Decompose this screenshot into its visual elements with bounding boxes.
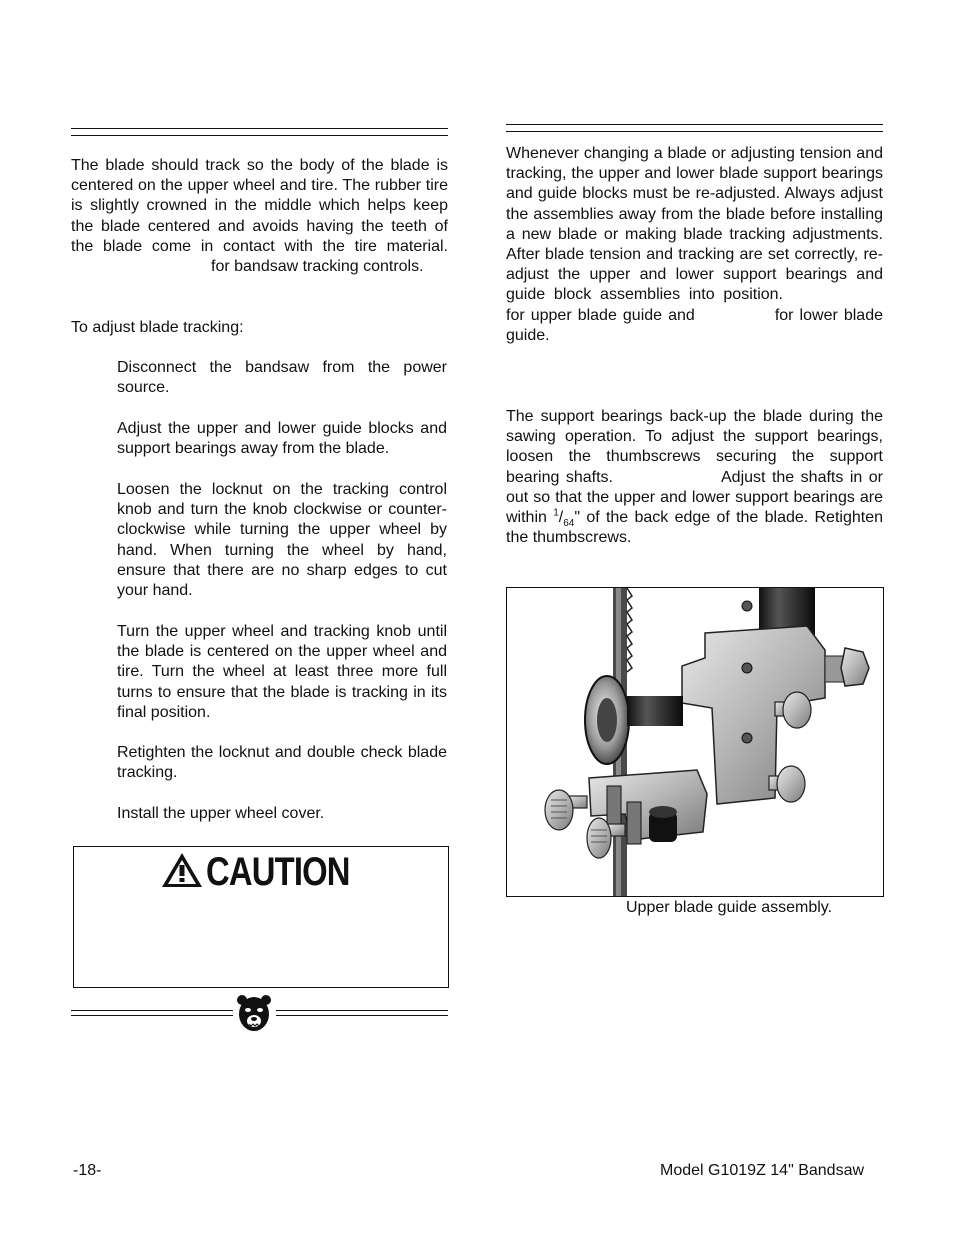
tracking-intro xyxy=(71,156,448,277)
tracking-lead-in: To adjust blade tracking: xyxy=(71,319,244,336)
page-number: -18- xyxy=(73,1162,102,1179)
caution-label: CAUTION xyxy=(206,850,350,894)
section-divider-left xyxy=(71,1010,233,1016)
step-1: Disconnect the bandsaw from the power source. xyxy=(117,359,447,397)
step-6: Install the upper wheel cover. xyxy=(117,805,325,822)
support-bearings-paragraph: The support bearings back-up the blade during the sawing operation. To adjust the support bearings, loosen the thumbscrews securing the support bearing shafts. Adjust the shafts in or out so that the upper and lower support bearings are within $^1/_{64}$" of the back edge of the blade. Retighten the thumbscrews. xyxy=(506,408,884,547)
step-5: Retighten the locknut and double check blade tracking. xyxy=(117,744,447,782)
figure-caption: Upper blade guide assembly. xyxy=(626,899,833,916)
step-3: Loosen the locknut on the tracking control knob and turn the knob clockwise or counter-clockwise while turning the upper wheel by hand. When turning the wheel by hand, ensure that there are no sharp edges to cut your hand. xyxy=(117,481,447,600)
right-section-rule xyxy=(506,124,883,132)
support-adjust-text: Whenever changing a blade or adjusting tension and tracking, the upper and lower blade support bearings and guide blocks must be re-adjusted. Always adjust the assemblies away from the blade before installing a new blade or making blade tracking adjustments. After blade tension and tracking are set correctly, re-adjust the upper and lower support bearings and guide block assemblies into position. xyxy=(506,145,883,304)
bear-logo-icon xyxy=(236,994,272,1034)
step-2: Adjust the upper and lower guide blocks and support bearings away from the blade. xyxy=(117,420,447,458)
left-section-rule xyxy=(71,128,448,136)
support-bearings-text-c: " of the back edge of the blade. Retighten the thumbscrews. xyxy=(506,509,883,547)
support-bearings-text-b: Adjust the shafts in or out so that the upper and lower support bearings are within xyxy=(506,468,884,527)
section-divider-right xyxy=(276,1010,448,1016)
model-name: Model G1019Z 14" Bandsaw xyxy=(660,1162,865,1179)
lower-guide-reference: for lower blade guide. xyxy=(506,306,883,344)
warning-triangle-icon xyxy=(160,851,204,889)
support-adjust-intro xyxy=(506,144,883,346)
blade-guide-illustration xyxy=(507,588,883,896)
tracking-intro-tail: for bandsaw tracking controls. xyxy=(211,258,424,276)
tracking-intro-text: The blade should track so the body of the blade is centered on the upper wheel and tire. The rubber tire is slightly crowned in the middle which helps keep the blade centered and avoids having the teeth of the blade come in contact with the tire material. xyxy=(71,157,448,255)
fraction-denominator: 64 xyxy=(563,518,575,530)
upper-guide-reference: for upper blade guide and xyxy=(506,306,695,324)
support-bearings-text-a: The support bearings back-up the blade during the sawing operation. To adjust the support bearings, loosen the thumbscrews securing the support bearing shafts. xyxy=(506,408,883,486)
upper-blade-guide-photo xyxy=(506,587,884,897)
fraction-numerator: 1 xyxy=(553,507,559,519)
step-4: Turn the upper wheel and tracking knob until the blade is centered on the upper wheel and tire. Turn the wheel at least three more full turns to ensure that the blade is tracking in its final position. xyxy=(117,623,447,721)
